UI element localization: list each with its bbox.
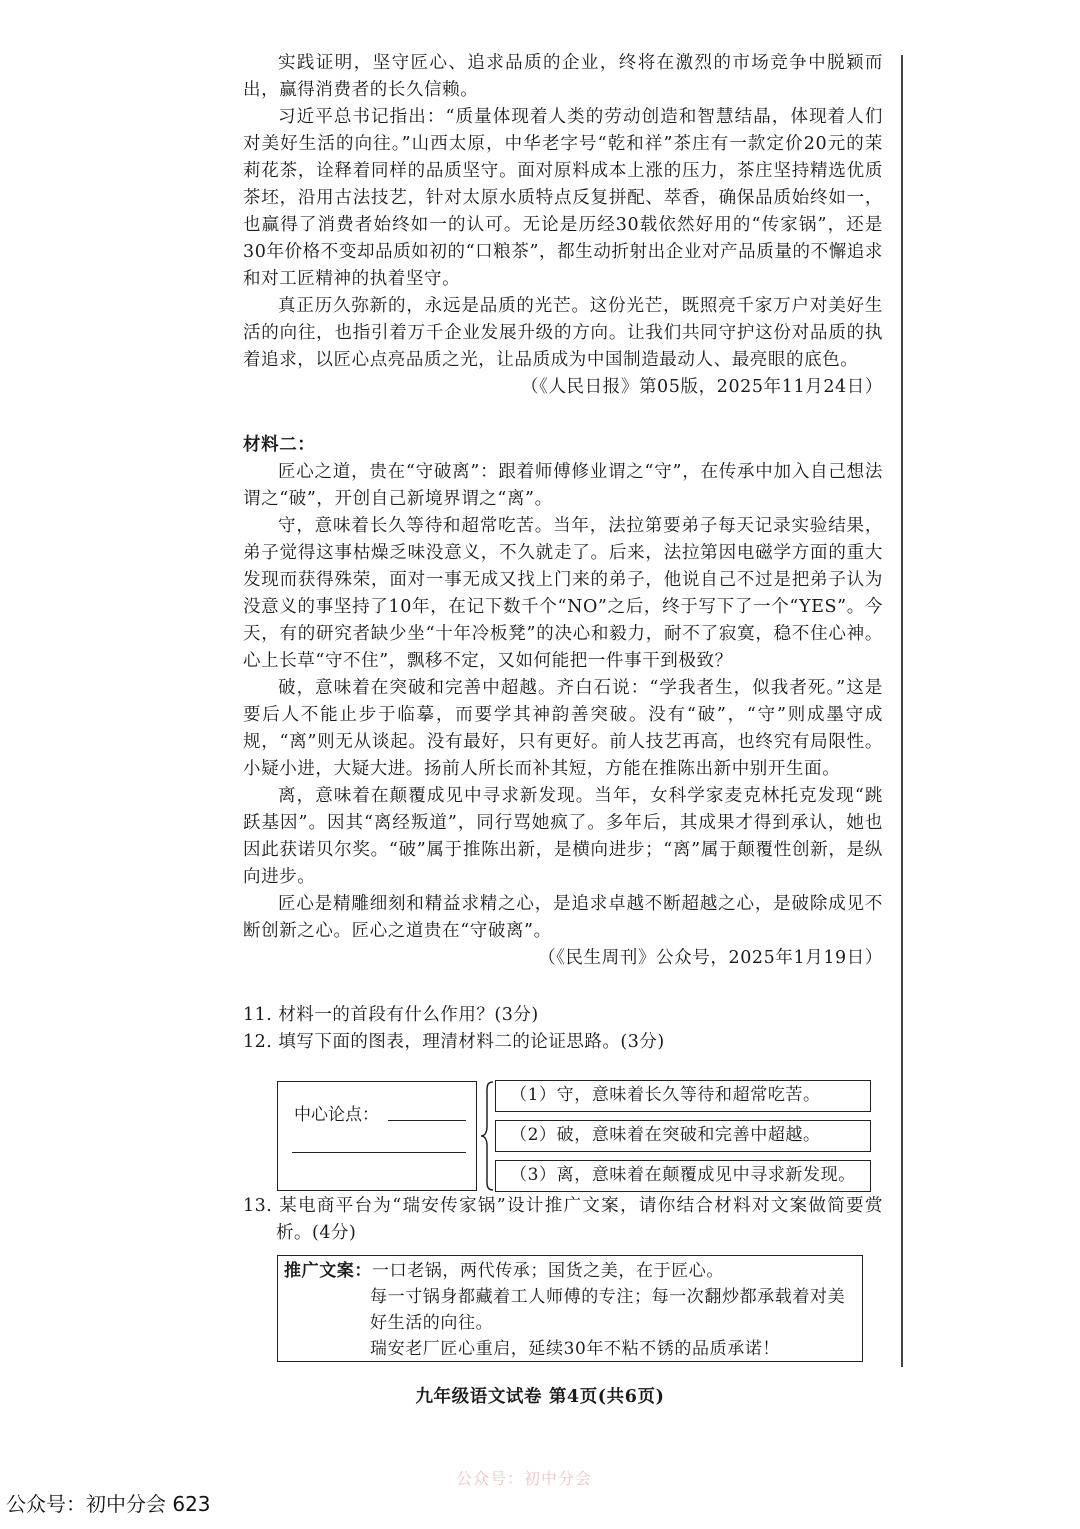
material-one <box>243 50 883 401</box>
argument-diagram <box>275 1080 875 1196</box>
paragraph: 匠心是精雕细刻和精益求精之心，是追求卓越不断超越之心，是破除成见不断创新之心。匠心之道贵在“守破离”。 <box>243 894 883 941</box>
paragraph: 真正历久弥新的，永远是品质的光芒。这份光芒，既照亮千家万户对美好生活的向往，也指引着万千企业发展升级的方向。让我们共同守护这份对品质的执着追求，以匠心点亮品质之光，让品质成为中国制造最动人、最亮眼的底色。 <box>243 296 883 370</box>
paragraph: 破，意味着在突破和完善中超越。齐白石说：“学我者生，似我者死。”这是要后人不能止步于临摹，而要学其神韵善突破。没有“破”，“守”则成墨守成规，“离”则无从谈起。没有最好，只有更好。前人技艺再高，也终究有局限性。小疑小进，大疑大进。扬前人所长而补其短，方能在推陈出新中别开生面。 <box>243 678 883 779</box>
margin-rule <box>901 55 903 1367</box>
answer-blank[interactable] <box>292 1152 466 1153</box>
paragraph: 守，意味着长久等待和超常吃苦。当年，法拉第要弟子每天记录实验结果，弟子觉得这事枯燥乏味没意义，不久就走了。后来，法拉第因电磁学方面的重大发现而获得殊荣，面对一事无成又找上门来的弟子，他说自己不过是把弟子认为没意义的事坚持了10年，在记下数千个“NO”之后，终于写下了一个“YES”。今天，有的研究者缺少坐“十年冷板凳”的决心和毅力，耐不了寂寞，稳不住心神。心上长草“守不住”，飘移不定，又如何能把一件事干到极致？ <box>243 516 883 671</box>
watermark: 公众号：初中分会 <box>456 1469 593 1488</box>
promo-line: 一口老锅，两代传承；国货之美，在于匠心。 <box>372 1261 724 1281</box>
question-13-block <box>243 1193 883 1247</box>
paragraph: 匠心之道，贵在“守破离”：跟着师傅修业谓之“守”，在传承中加入自己想法谓之“破”，开创自己新境界谓之“离”。 <box>243 462 883 509</box>
promo-line: 瑞安老厂匠心重启，延续30年不粘不锈的品质承诺！ <box>370 1339 781 1359</box>
questions-11-12 <box>243 1002 883 1056</box>
brace-icon <box>480 1080 494 1192</box>
source-citation: （《民生周刊》公众号，2025年1月19日） <box>538 948 883 968</box>
answer-blank[interactable] <box>388 1120 466 1121</box>
question-13: 13. 某电商平台为“瑞安传家锅”设计推广文案，请你结合材料对文案做简要赏析。(4分) <box>243 1196 883 1243</box>
paragraph: 离，意味着在颠覆成见中寻求新发现。当年，女科学家麦克林托克发现“跳跃基因”。因其“离经叛道”，同行骂她疯了。多年后，其成果才得到承认，她也因此获诺贝尔奖。“破”属于推陈出新，是横向进步；“离”属于颠覆性创新，是纵向进步。 <box>243 786 883 887</box>
branch-box-shou: （1）守，意味着长久等待和超常吃苦。 <box>495 1080 871 1112</box>
promo-copy-box <box>277 1255 863 1362</box>
promo-label: 推广文案： <box>284 1261 372 1281</box>
central-argument-label: 中心论点： <box>294 1105 379 1125</box>
page-footer: 九年级语文试卷 第4页(共6页) <box>415 1387 665 1407</box>
paragraph: 实践证明，坚守匠心、追求品质的企业，终将在激烈的市场竞争中脱颖而出，赢得消费者的长久信赖。 <box>243 53 883 100</box>
paragraph: 习近平总书记指出：“质量体现着人类的劳动创造和智慧结晶，体现着人们对美好生活的向往。”山西太原，中华老字号“乾和祥”茶庄有一款定价20元的茉莉花茶，诠释着同样的品质坚守。面对原料成本上涨的压力，茶庄坚持精选优质茶坯，沿用古法技艺，针对太原水质特点反复拼配、萃香，确保品质始终如一，也赢得了消费者始终如一的认可。无论是历经30载依然好用的“传家锅”，还是30年价格不变却品质如初的“口粮茶”，都生动折射出企业对产品质量的不懈追求和对工匠精神的执着坚守。 <box>243 107 883 289</box>
account-tag: 公众号：初中分会 623 <box>6 1492 211 1516</box>
section-heading: 材料二： <box>243 435 316 455</box>
source-citation: （《人民日报》第05版，2025年11月24日） <box>521 377 883 397</box>
question-11: 11. 材料一的首段有什么作用？(3分) <box>243 1005 539 1025</box>
branch-box-po: （2）破，意味着在突破和完善中超越。 <box>495 1120 871 1152</box>
material-two <box>243 432 883 972</box>
central-argument-box <box>277 1081 477 1191</box>
branch-box-li: （3）离，意味着在颠覆成见中寻求新发现。 <box>495 1160 871 1192</box>
question-12: 12. 填写下面的图表，理清材料二的论证思路。(3分) <box>243 1032 665 1052</box>
promo-line: 每一寸锅身都藏着工人师傅的专注；每一次翻炒都承载着对美好生活的向往。 <box>370 1287 846 1333</box>
